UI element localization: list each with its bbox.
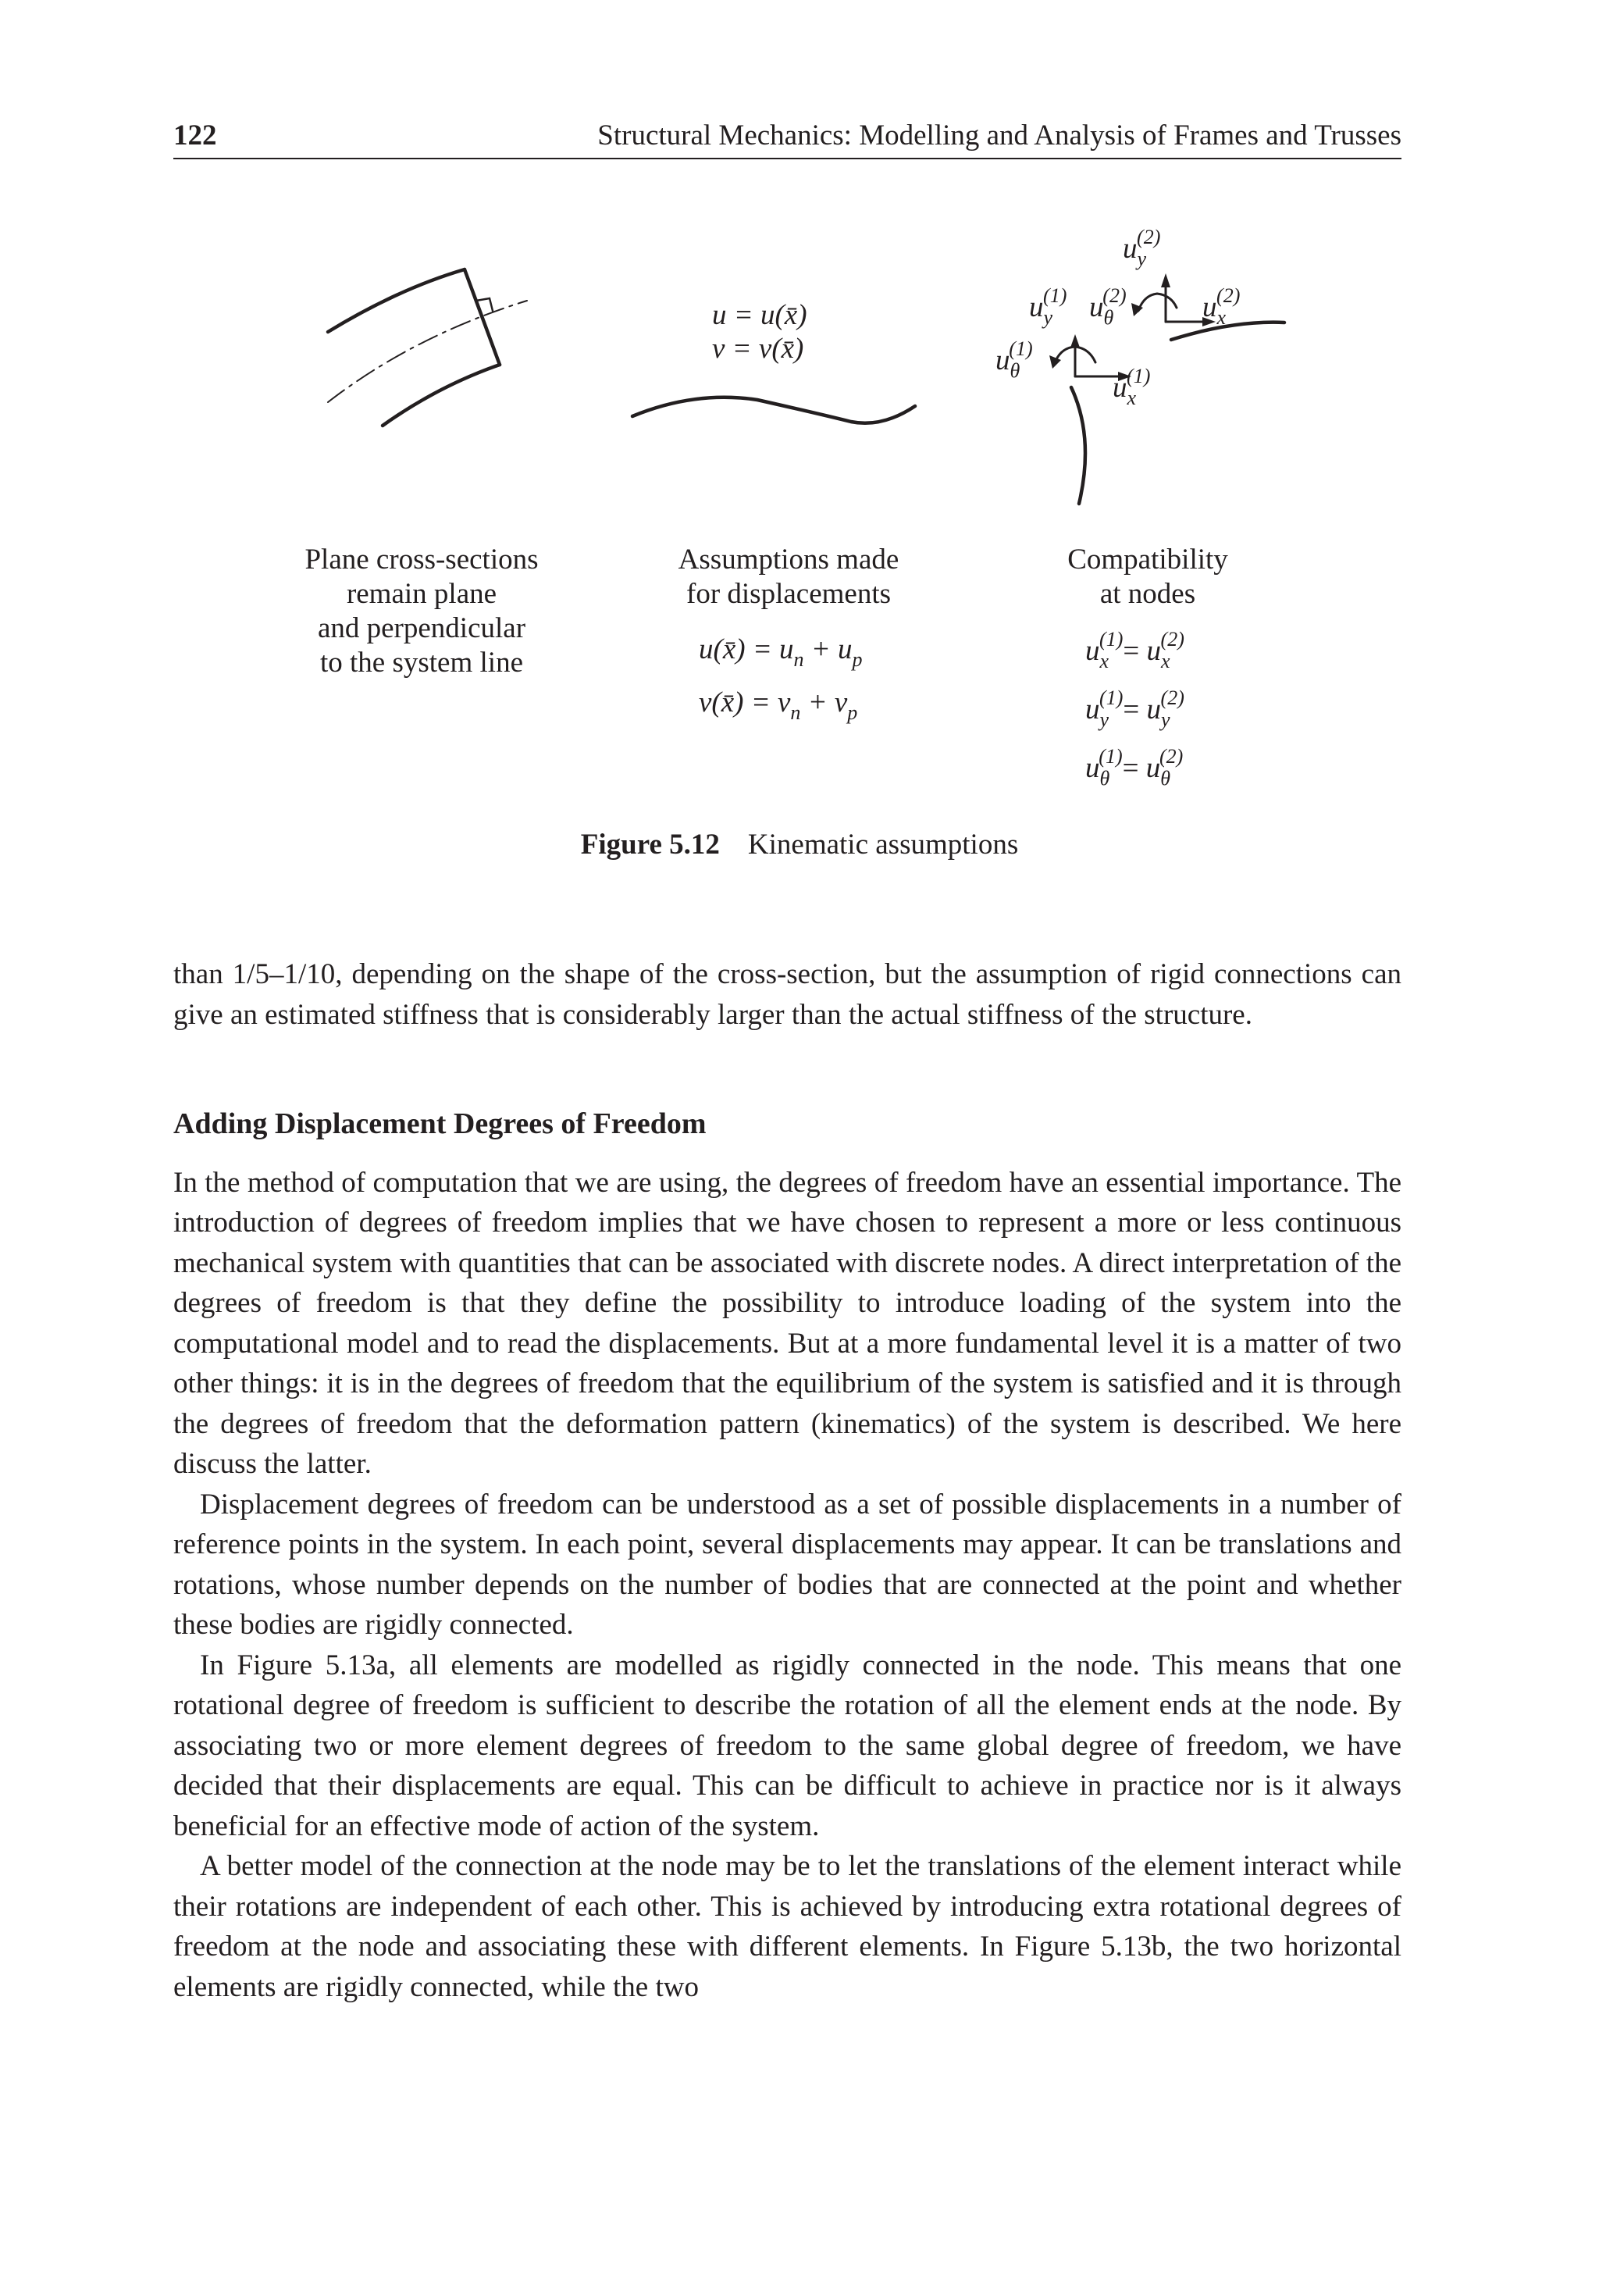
page-number: 122 (173, 119, 217, 152)
element-horizontal (1171, 323, 1284, 340)
paragraph-3: Displacement degrees of freedom can be understood as a set of possible displacements in a number of reference points in the system. In each point, several displacements may appear. It can be translations and rotations, whose number depends on the number of bodies that are connected at the point and whether these bodies are rigidly connected. (173, 1488, 1401, 1641)
cross-section-line (465, 269, 500, 365)
running-title: Structural Mechanics: Modelling and Analysis of Frames and Trusses (597, 119, 1401, 152)
eq-u-split: u(x̄) = $u_n + u_p$ (699, 633, 863, 671)
figure-5-12 (0, 0, 1599, 898)
label-uy2: $u_y^{(2)}$ (1123, 226, 1161, 270)
eq-u-of-x: u = u(x̄) (712, 299, 807, 331)
arrow-utheta2 (1138, 294, 1177, 311)
eq-v-split: v(x̄) = $v_n + v_p$ (699, 686, 858, 724)
beam-upper-edge (328, 269, 465, 332)
paragraph-5: A better model of the connection at the node may be to let the translations of the element interact while their rotations are independent of each other. This is achieved by introducing extra rotational degrees of freedom at the node and associating these with different elements. In Figure 5.13b, the two horizontal elements are rigidly connected, while the two (173, 1850, 1401, 2003)
paragraph-1: than 1/5–1/10, depending on the shape of the cross-section, but the assumption of rigid connections can give an estimated stiffness that is considerably larger than the actual stiffness of the structure. (173, 958, 1401, 1031)
panel-1-caption: Plane cross-sections remain plane and perpendicular to the system line (304, 544, 539, 679)
eq-v-of-x: v = v(x̄) (712, 333, 804, 365)
label-uy1: $u_y^{(1)}$ (1029, 284, 1067, 329)
body-text (173, 954, 1401, 2007)
label-ux1: $u_x^{(1)}$ (1113, 365, 1151, 409)
compat-utheta: $u_\theta^{(1)}= u_\theta^{(2)}$ (1085, 745, 1184, 790)
figure-caption-number: Figure 5.12 (580, 829, 720, 861)
panel-2-caption: Assumptions made for displacements (678, 544, 899, 610)
label-ux2: $u_x^{(2)}$ (1202, 284, 1241, 329)
paragraph-2: In the method of computation that we are using, the degrees of freedom have an essential importance. The introduction of degrees of freedom implies that we have chosen to represent a more or less continuous mechanical system with quantities that can be associated with discrete nodes. A direct interpretation of the degrees of freedom is that they define the possibility to introduce loading of the system into the computational model and to read the displacements. But at a more fundamental level it is a matter of two other things: it is in the degrees of freedom that the equilibrium of the system is satisfied and it is through the degrees of freedom that the deformation pattern (kinematics) of the system is described. We here discuss the latter. (173, 1166, 1401, 1480)
figure-caption (0, 828, 1599, 861)
figure-drawing (0, 0, 1599, 898)
compat-uy: $u_y^{(1)}= u_y^{(2)}$ (1085, 686, 1184, 731)
beam-lower-edge (383, 365, 500, 426)
paragraph-4: In Figure 5.13a, all elements are modelled as rigidly connected in the node. This means that one rotational degree of freedom is sufficient to describe the rotation of all the element ends at the node. By associating two or more element degrees of freedom to the same global degree of freedom, we have decided that their displacements are equal. This can be difficult to achieve in practice nor is it always beneficial for an effective mode of action of the system. (173, 1649, 1401, 1842)
figure-caption-text: Kinematic assumptions (747, 829, 1019, 861)
element-vertical (1071, 387, 1085, 504)
label-utheta1: $u_\theta^{(1)}$ (995, 337, 1033, 382)
deformed-line (632, 398, 915, 423)
compat-ux: $u_x^{(1)}= u_x^{(2)}$ (1085, 628, 1184, 672)
section-heading: Adding Displacement Degrees of Freedom (173, 1107, 707, 1140)
label-utheta2: $u_\theta^{(2)}$ (1089, 284, 1127, 329)
panel-3-caption: Compatibility at nodes (1067, 544, 1228, 610)
